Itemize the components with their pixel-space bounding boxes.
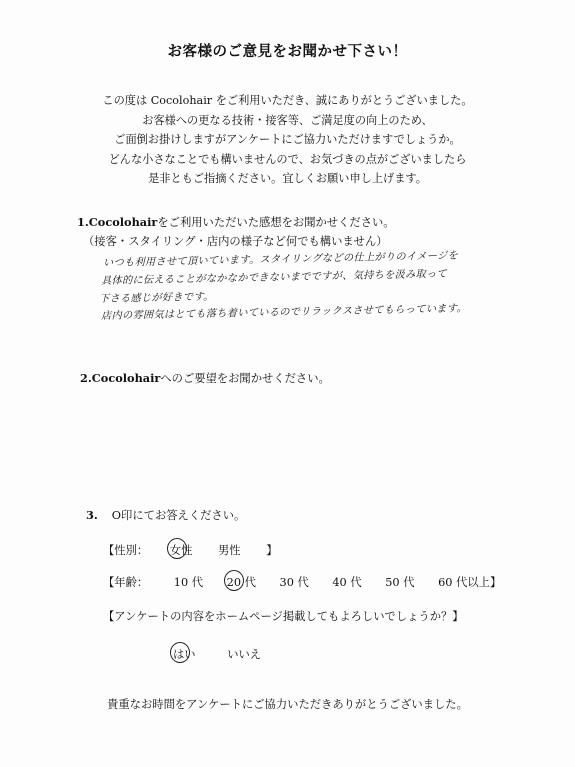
age-row — [103, 574, 501, 590]
intro-line: どんな小さなことでも構いませんので、お気づきの点がございましたら — [108, 152, 467, 166]
gender-row — [103, 542, 278, 558]
page-title: お客様のご意見をお聞かせ下さい！ — [167, 43, 408, 60]
question-1-subtext: （接客・スタイリング・店内の様子など何でも構いません） — [83, 235, 388, 248]
age-option-30s[interactable]: 30 代 — [279, 576, 309, 589]
intro-paragraph — [0, 91, 575, 189]
handwritten-answer-line: 下さる感じが好きです。 — [98, 291, 214, 305]
question-2-number: 2. — [80, 371, 92, 385]
question-3-number: 3. — [86, 508, 98, 522]
question-2-text: へのご要望をお聞かせください。 — [160, 372, 330, 385]
consent-question: 【アンケートの内容をホームページ掲載してもよろしいでしょうか？】 — [103, 610, 464, 623]
gender-option-male[interactable]: 男性 — [218, 544, 241, 557]
age-bracket-close: 】 — [489, 576, 502, 589]
question-1-brand: Cocolohair — [88, 215, 158, 229]
handwritten-answer-line: 店内の雰囲気はとても落ち着いているのでリラックスさせてもらっています。 — [100, 303, 468, 322]
age-option-60s-plus[interactable]: 60 代以上 — [438, 576, 490, 589]
handwritten-answer-line: 具体的に伝えることがなかなかできないまでですが、気持ちを汲み取って — [100, 268, 448, 287]
age-label: 【年齢： — [103, 576, 149, 589]
handwritten-answer-line: いつも利用させて頂いています。スタイリングなどの仕上がりのイメージを — [102, 250, 459, 269]
question-1-number: 1. — [77, 215, 89, 229]
age-option-20s[interactable]: 20 代 — [226, 576, 256, 589]
intro-line: この度は Cocolohair をご利用いただき、誠にありがとうございました。 — [102, 94, 473, 107]
thank-you-footer: 貴重なお時間をアンケートにご協力いただきありがとうございました。 — [107, 698, 468, 711]
gender-bracket-close: 】 — [266, 544, 278, 557]
intro-line: お客様への更なる技術・接客等、ご満足度の向上のため、 — [142, 113, 433, 127]
question-1 — [77, 214, 395, 230]
question-3-text: O印にてお答えください。 — [111, 509, 246, 522]
gender-option-female[interactable]: 女性 — [169, 544, 193, 557]
age-option-40s[interactable]: 40 代 — [332, 576, 362, 589]
question-2 — [80, 370, 330, 386]
intro-line: ご面倒お掛けしますがアンケートにご協力いただけますでしょうか。 — [114, 133, 461, 146]
age-option-50s[interactable]: 50 代 — [385, 576, 415, 589]
gender-label: 【性別： — [103, 544, 149, 557]
consent-option-yes[interactable]: はい — [173, 648, 196, 661]
consent-option-no[interactable]: いいえ — [227, 648, 262, 661]
question-2-brand: Cocolohair — [91, 371, 161, 385]
question-1-text: をご利用いただいた感想をお聞かせください。 — [157, 216, 395, 229]
intro-line: 是非ともご指摘ください。宜しくお願い申し上げます。 — [148, 172, 427, 185]
age-option-10s[interactable]: 10 代 — [173, 576, 204, 589]
question-3 — [86, 507, 245, 523]
consent-row — [173, 646, 261, 662]
